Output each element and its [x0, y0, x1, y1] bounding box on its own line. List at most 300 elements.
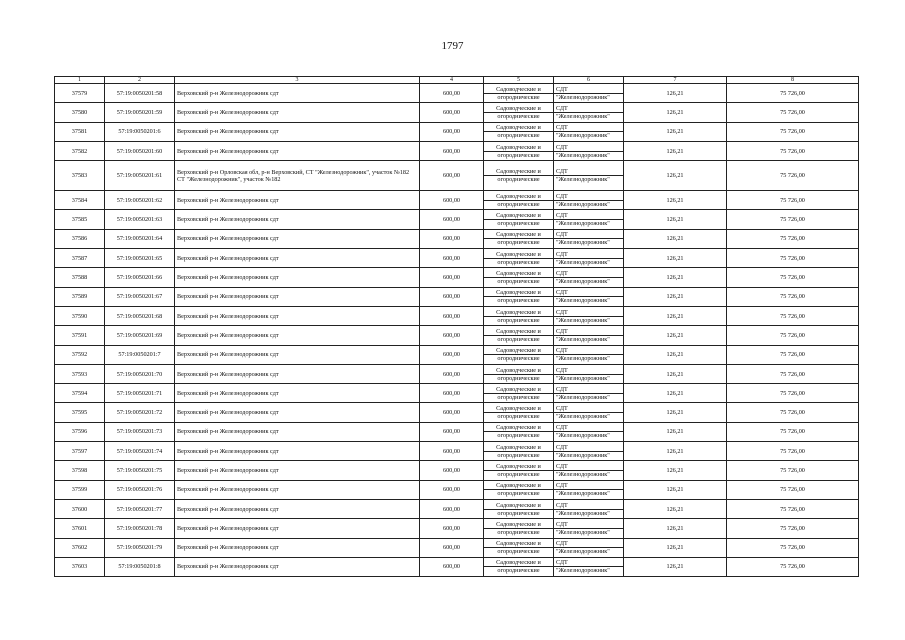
rate-cell: 126,21 [624, 191, 727, 210]
row-number: 37601 [55, 519, 105, 538]
rate-cell: 126,21 [624, 384, 727, 403]
area-cell: 600,00 [420, 557, 484, 576]
address-cell: Верховский р-н Железнодорожник сдт [175, 122, 420, 141]
rate-cell: 126,21 [624, 364, 727, 383]
area-cell: 600,00 [420, 84, 484, 103]
owner-line-2: "Железнодорожник" [556, 335, 610, 343]
rate-cell: 126,21 [624, 306, 727, 325]
category-cell [484, 210, 554, 229]
owner-line-2: "Железнодорожник" [556, 239, 610, 247]
address-cell: Верховский р-н Железнодорожник сдт [175, 191, 420, 210]
owner-cell [554, 84, 624, 103]
address-cell: Верховский р-н Железнодорожник сдт [175, 268, 420, 287]
value-cell: 75 726,00 [727, 480, 859, 499]
value-cell: 75 726,00 [727, 306, 859, 325]
category-cell [484, 403, 554, 422]
table-row [55, 249, 859, 268]
category-cell [484, 384, 554, 403]
cadastral-number: 57:19:0050201:73 [105, 422, 175, 441]
owner-line-1: СДТ [554, 168, 623, 176]
table-row [55, 210, 859, 229]
category-line-1: Садоводческие и [484, 424, 553, 432]
owner-line-1: СДТ [554, 124, 623, 132]
owner-line-2: "Железнодорожник" [556, 432, 610, 440]
address-cell: Верховский р-н Железнодорожник сдт [175, 442, 420, 461]
owner-line-1: СДТ [554, 193, 623, 201]
rate-cell: 126,21 [624, 422, 727, 441]
cadastral-number: 57:19:0050201:67 [105, 287, 175, 306]
area-cell: 600,00 [420, 364, 484, 383]
owner-line-2: "Железнодорожник" [556, 470, 610, 478]
row-number: 37602 [55, 538, 105, 557]
owner-line-2: "Железнодорожник" [556, 451, 610, 459]
category-line-2: огороднические [497, 258, 540, 266]
owner-cell [554, 384, 624, 403]
table-row [55, 103, 859, 122]
value-cell: 75 726,00 [727, 345, 859, 364]
owner-line-1: СДТ [554, 559, 623, 567]
address-cell: Верховский р-н Железнодорожник сдт [175, 306, 420, 325]
category-line-1: Садоводческие и [484, 144, 553, 152]
owner-line-1: СДТ [554, 347, 623, 355]
value-cell: 75 726,00 [727, 557, 859, 576]
value-cell: 75 726,00 [727, 403, 859, 422]
owner-line-1: СДТ [554, 328, 623, 336]
owner-cell [554, 557, 624, 576]
owner-line-1: СДТ [554, 144, 623, 152]
owner-cell [554, 268, 624, 287]
area-cell: 600,00 [420, 122, 484, 141]
table-row [55, 403, 859, 422]
area-cell: 600,00 [420, 210, 484, 229]
table-row [55, 122, 859, 141]
address-cell: Верховский р-н Железнодорожник сдт [175, 384, 420, 403]
header-row [55, 77, 859, 84]
category-cell [484, 191, 554, 210]
address-cell: Верховский р-н Орловская обл, р-н Верховский, СТ "Железнодорожник", участок №182 СТ "Железнодорожник", участок №182 [175, 161, 420, 191]
category-line-1: Садоводческие и [484, 289, 553, 297]
area-cell: 600,00 [420, 103, 484, 122]
owner-cell [554, 499, 624, 518]
rate-cell: 126,21 [624, 122, 727, 141]
row-number: 37596 [55, 422, 105, 441]
owner-cell [554, 141, 624, 160]
owner-line-1: СДТ [554, 521, 623, 529]
row-number: 37594 [55, 384, 105, 403]
category-line-2: огороднические [497, 278, 540, 286]
table-row [55, 229, 859, 248]
table-row [55, 84, 859, 103]
owner-line-1: СДТ [554, 105, 623, 113]
cadastral-number: 57:19:0050201:74 [105, 442, 175, 461]
table-row [55, 364, 859, 383]
value-cell: 75 726,00 [727, 364, 859, 383]
owner-line-2: "Железнодорожник" [556, 132, 610, 140]
category-cell [484, 480, 554, 499]
value-cell: 75 726,00 [727, 161, 859, 191]
category-line-2: огороднические [497, 151, 540, 159]
area-cell: 600,00 [420, 384, 484, 403]
owner-line-2: "Железнодорожник" [556, 297, 610, 305]
column-header: 6 [554, 77, 624, 84]
owner-line-2: "Железнодорожник" [556, 490, 610, 498]
cadastral-number: 57:19:0050201:8 [105, 557, 175, 576]
cadastral-number: 57:19:0050201:64 [105, 229, 175, 248]
owner-cell [554, 249, 624, 268]
cadastral-number: 57:19:0050201:75 [105, 461, 175, 480]
row-number: 37587 [55, 249, 105, 268]
row-number: 37593 [55, 364, 105, 383]
owner-cell [554, 122, 624, 141]
table-row [55, 538, 859, 557]
rate-cell: 126,21 [624, 557, 727, 576]
owner-cell [554, 403, 624, 422]
category-line-2: огороднические [497, 93, 540, 101]
owner-cell [554, 461, 624, 480]
category-line-2: огороднические [497, 374, 540, 382]
category-line-1: Садоводческие и [484, 105, 553, 113]
rate-cell: 126,21 [624, 403, 727, 422]
value-cell: 75 726,00 [727, 442, 859, 461]
table-row [55, 161, 859, 191]
category-cell [484, 499, 554, 518]
category-cell [484, 364, 554, 383]
area-cell: 600,00 [420, 191, 484, 210]
table-row [55, 287, 859, 306]
row-number: 37600 [55, 499, 105, 518]
rate-cell: 126,21 [624, 442, 727, 461]
value-cell: 75 726,00 [727, 141, 859, 160]
rate-cell: 126,21 [624, 210, 727, 229]
table-row [55, 557, 859, 576]
address-cell: Верховский р-н Железнодорожник сдт [175, 287, 420, 306]
column-header: 5 [484, 77, 554, 84]
category-line-1: Садоводческие и [484, 444, 553, 452]
table-body [55, 84, 859, 577]
category-line-2: огороднические [497, 335, 540, 343]
category-line-2: огороднические [497, 316, 540, 324]
category-line-2: огороднические [497, 413, 540, 421]
area-cell: 600,00 [420, 442, 484, 461]
value-cell: 75 726,00 [727, 538, 859, 557]
address-cell: Верховский р-н Железнодорожник сдт [175, 326, 420, 345]
category-line-2: огороднические [497, 355, 540, 363]
category-line-1: Садоводческие и [484, 231, 553, 239]
column-header: 8 [727, 77, 859, 84]
rate-cell: 126,21 [624, 161, 727, 191]
row-number: 37581 [55, 122, 105, 141]
address-cell: Верховский р-н Железнодорожник сдт [175, 364, 420, 383]
owner-line-1: СДТ [554, 367, 623, 375]
category-cell [484, 103, 554, 122]
table-row [55, 141, 859, 160]
owner-cell [554, 364, 624, 383]
address-cell: Верховский р-н Железнодорожник сдт [175, 499, 420, 518]
area-cell: 600,00 [420, 306, 484, 325]
row-number: 37598 [55, 461, 105, 480]
row-number: 37595 [55, 403, 105, 422]
category-line-2: огороднические [497, 200, 540, 208]
column-header: 2 [105, 77, 175, 84]
cadastral-number: 57:19:0050201:71 [105, 384, 175, 403]
owner-line-2: "Железнодорожник" [556, 567, 610, 575]
area-cell: 600,00 [420, 422, 484, 441]
cadastral-table [54, 76, 859, 577]
row-number: 37603 [55, 557, 105, 576]
rate-cell: 126,21 [624, 141, 727, 160]
category-cell [484, 345, 554, 364]
value-cell: 75 726,00 [727, 499, 859, 518]
cadastral-number: 57:19:0050201:65 [105, 249, 175, 268]
category-line-1: Садоводческие и [484, 168, 553, 176]
row-number: 37586 [55, 229, 105, 248]
cadastral-number: 57:19:0050201:60 [105, 141, 175, 160]
category-cell [484, 249, 554, 268]
column-header: 3 [175, 77, 420, 84]
owner-line-2: "Железнодорожник" [556, 413, 610, 421]
cadastral-number: 57:19:0050201:70 [105, 364, 175, 383]
category-cell [484, 422, 554, 441]
table-row [55, 499, 859, 518]
table-row [55, 191, 859, 210]
owner-line-2: "Железнодорожник" [556, 176, 610, 184]
owner-cell [554, 326, 624, 345]
owner-line-1: СДТ [554, 540, 623, 548]
rate-cell: 126,21 [624, 84, 727, 103]
cadastral-number: 57:19:0050201:59 [105, 103, 175, 122]
row-number: 37579 [55, 84, 105, 103]
category-cell [484, 442, 554, 461]
category-line-2: огороднические [497, 239, 540, 247]
table-row [55, 422, 859, 441]
category-cell [484, 84, 554, 103]
owner-line-2: "Железнодорожник" [556, 278, 610, 286]
owner-line-1: СДТ [554, 212, 623, 220]
category-cell [484, 229, 554, 248]
category-cell [484, 557, 554, 576]
owner-line-2: "Железнодорожник" [556, 316, 610, 324]
category-line-2: огороднические [497, 176, 540, 184]
table-row [55, 519, 859, 538]
category-line-2: огороднические [497, 220, 540, 228]
row-number: 37590 [55, 306, 105, 325]
category-line-1: Садоводческие и [484, 212, 553, 220]
value-cell: 75 726,00 [727, 384, 859, 403]
category-line-2: огороднические [497, 509, 540, 517]
owner-line-1: СДТ [554, 289, 623, 297]
owner-line-2: "Железнодорожник" [556, 509, 610, 517]
category-cell [484, 287, 554, 306]
row-number: 37599 [55, 480, 105, 499]
owner-line-2: "Железнодорожник" [556, 548, 610, 556]
row-number: 37592 [55, 345, 105, 364]
category-line-1: Садоводческие и [484, 521, 553, 529]
row-number: 37584 [55, 191, 105, 210]
value-cell: 75 726,00 [727, 461, 859, 480]
owner-line-2: "Железнодорожник" [556, 200, 610, 208]
category-line-1: Садоводческие и [484, 328, 553, 336]
rate-cell: 126,21 [624, 345, 727, 364]
row-number: 37582 [55, 141, 105, 160]
rate-cell: 126,21 [624, 480, 727, 499]
category-line-2: огороднические [497, 112, 540, 120]
owner-line-2: "Железнодорожник" [556, 528, 610, 536]
category-cell [484, 461, 554, 480]
owner-line-2: "Железнодорожник" [556, 393, 610, 401]
address-cell: Верховский р-н Железнодорожник сдт [175, 538, 420, 557]
rate-cell: 126,21 [624, 103, 727, 122]
owner-line-1: СДТ [554, 482, 623, 490]
owner-line-1: СДТ [554, 231, 623, 239]
cadastral-number: 57:19:0050201:78 [105, 519, 175, 538]
owner-cell [554, 210, 624, 229]
row-number: 37589 [55, 287, 105, 306]
cadastral-number: 57:19:0050201:62 [105, 191, 175, 210]
owner-line-1: СДТ [554, 502, 623, 510]
category-line-2: огороднические [497, 470, 540, 478]
category-line-1: Садоводческие и [484, 540, 553, 548]
rate-cell: 126,21 [624, 326, 727, 345]
area-cell: 600,00 [420, 538, 484, 557]
owner-line-1: СДТ [554, 463, 623, 471]
area-cell: 600,00 [420, 345, 484, 364]
owner-cell [554, 229, 624, 248]
address-cell: Верховский р-н Железнодорожник сдт [175, 249, 420, 268]
category-line-1: Садоводческие и [484, 347, 553, 355]
area-cell: 600,00 [420, 141, 484, 160]
value-cell: 75 726,00 [727, 210, 859, 229]
category-line-2: огороднические [497, 451, 540, 459]
category-line-2: огороднические [497, 548, 540, 556]
owner-cell [554, 345, 624, 364]
owner-cell [554, 422, 624, 441]
cadastral-number: 57:19:0050201:72 [105, 403, 175, 422]
area-cell: 600,00 [420, 326, 484, 345]
address-cell: Верховский р-н Железнодорожник сдт [175, 557, 420, 576]
category-cell [484, 161, 554, 191]
rate-cell: 126,21 [624, 229, 727, 248]
owner-line-1: СДТ [554, 444, 623, 452]
table-row [55, 268, 859, 287]
category-line-1: Садоводческие и [484, 367, 553, 375]
address-cell: Верховский р-н Железнодорожник сдт [175, 229, 420, 248]
column-header: 7 [624, 77, 727, 84]
category-line-1: Садоводческие и [484, 270, 553, 278]
owner-line-1: СДТ [554, 424, 623, 432]
table-row [55, 480, 859, 499]
value-cell: 75 726,00 [727, 287, 859, 306]
table-row [55, 442, 859, 461]
category-line-1: Садоводческие и [484, 405, 553, 413]
address-cell: Верховский р-н Железнодорожник сдт [175, 403, 420, 422]
category-line-1: Садоводческие и [484, 124, 553, 132]
cadastral-number: 57:19:0050201:68 [105, 306, 175, 325]
category-cell [484, 306, 554, 325]
category-line-2: огороднические [497, 528, 540, 536]
cadastral-number: 57:19:0050201:66 [105, 268, 175, 287]
address-cell: Верховский р-н Железнодорожник сдт [175, 480, 420, 499]
owner-line-1: СДТ [554, 270, 623, 278]
cadastral-number: 57:19:0050201:61 [105, 161, 175, 191]
address-cell: Верховский р-н Железнодорожник сдт [175, 345, 420, 364]
address-cell: Верховский р-н Железнодорожник сдт [175, 141, 420, 160]
category-line-1: Садоводческие и [484, 482, 553, 490]
address-cell: Верховский р-н Железнодорожник сдт [175, 519, 420, 538]
category-cell [484, 326, 554, 345]
owner-line-2: "Железнодорожник" [556, 258, 610, 266]
value-cell: 75 726,00 [727, 191, 859, 210]
owner-cell [554, 538, 624, 557]
category-line-1: Садоводческие и [484, 502, 553, 510]
owner-cell [554, 480, 624, 499]
address-cell: Верховский р-н Железнодорожник сдт [175, 210, 420, 229]
address-cell: Верховский р-н Железнодорожник сдт [175, 103, 420, 122]
owner-line-2: "Железнодорожник" [556, 151, 610, 159]
row-number: 37597 [55, 442, 105, 461]
cadastral-number: 57:19:0050201:6 [105, 122, 175, 141]
rate-cell: 126,21 [624, 519, 727, 538]
category-cell [484, 538, 554, 557]
category-line-1: Садоводческие и [484, 559, 553, 567]
category-line-2: огороднические [497, 567, 540, 575]
row-number: 37583 [55, 161, 105, 191]
cadastral-number: 57:19:0050201:76 [105, 480, 175, 499]
owner-cell [554, 287, 624, 306]
area-cell: 600,00 [420, 519, 484, 538]
owner-line-1: СДТ [554, 309, 623, 317]
cadastral-number: 57:19:0050201:63 [105, 210, 175, 229]
table-row [55, 384, 859, 403]
category-line-2: огороднические [497, 393, 540, 401]
category-cell [484, 141, 554, 160]
column-header: 4 [420, 77, 484, 84]
area-cell: 600,00 [420, 268, 484, 287]
owner-line-1: СДТ [554, 251, 623, 259]
cadastral-number: 57:19:0050201:7 [105, 345, 175, 364]
owner-cell [554, 306, 624, 325]
category-line-2: огороднические [497, 490, 540, 498]
category-line-1: Садоводческие и [484, 463, 553, 471]
category-line-2: огороднические [497, 297, 540, 305]
owner-line-1: СДТ [554, 86, 623, 94]
value-cell: 75 726,00 [727, 422, 859, 441]
category-line-1: Садоводческие и [484, 86, 553, 94]
table-row [55, 326, 859, 345]
rate-cell: 126,21 [624, 268, 727, 287]
category-cell [484, 122, 554, 141]
cadastral-number: 57:19:0050201:79 [105, 538, 175, 557]
column-header: 1 [55, 77, 105, 84]
cadastral-number: 57:19:0050201:69 [105, 326, 175, 345]
area-cell: 600,00 [420, 287, 484, 306]
value-cell: 75 726,00 [727, 249, 859, 268]
area-cell: 600,00 [420, 161, 484, 191]
page-number: 1797 [441, 40, 464, 52]
cadastral-number: 57:19:0050201:58 [105, 84, 175, 103]
owner-line-2: "Железнодорожник" [556, 374, 610, 382]
value-cell: 75 726,00 [727, 268, 859, 287]
table-row [55, 306, 859, 325]
owner-line-1: СДТ [554, 405, 623, 413]
table-row [55, 461, 859, 480]
owner-cell [554, 191, 624, 210]
value-cell: 75 726,00 [727, 519, 859, 538]
row-number: 37580 [55, 103, 105, 122]
row-number: 37591 [55, 326, 105, 345]
owner-line-2: "Железнодорожник" [556, 355, 610, 363]
owner-cell [554, 161, 624, 191]
value-cell: 75 726,00 [727, 84, 859, 103]
